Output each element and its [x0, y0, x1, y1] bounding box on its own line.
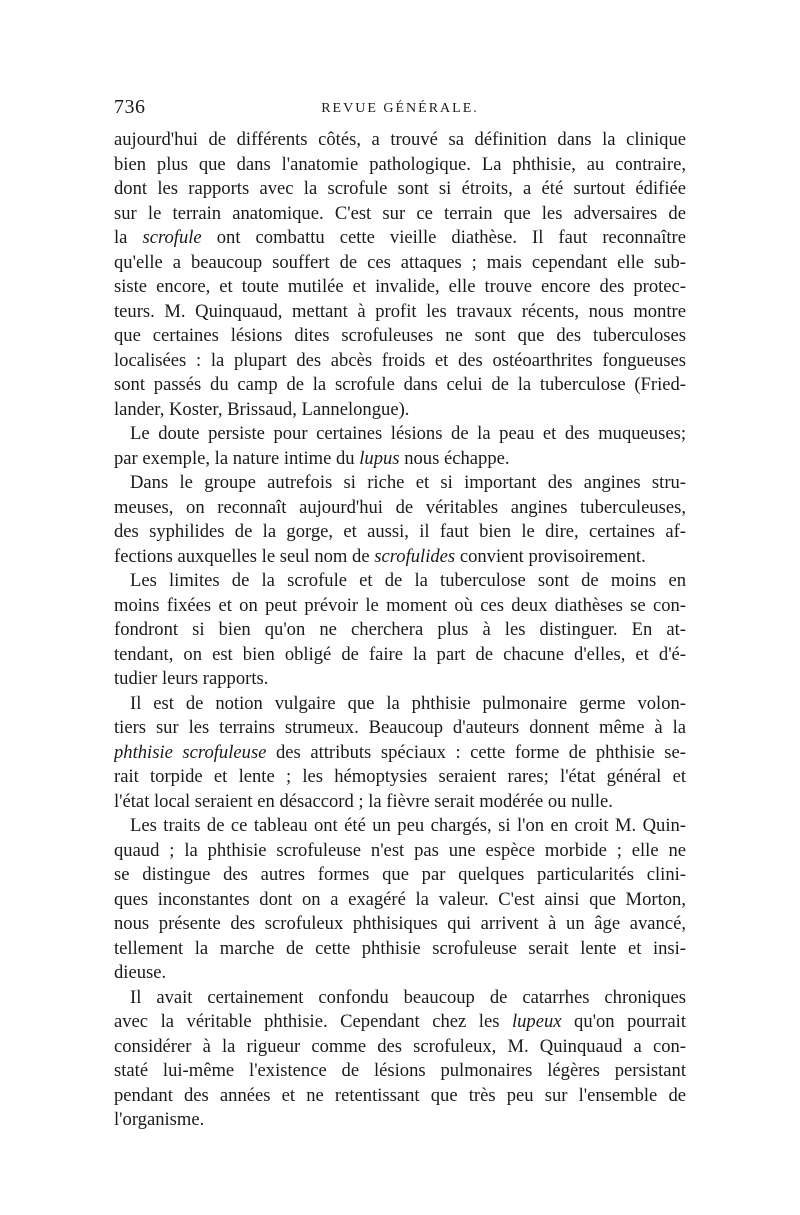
text-line: localisées : la plupart des abcès froids et des ostéoarthrites fongueuses: [114, 349, 686, 371]
text-line: la scrofule ont combattu cette vieille diathèse. Il faut reconnaître: [114, 227, 686, 248]
text-line: lander, Koster, Brissaud, Lannelongue).: [114, 398, 410, 420]
text-line: tudier leurs rapports.: [114, 668, 269, 689]
page-number: 736: [114, 96, 146, 118]
text-line: ques inconstantes dont on a exagéré la valeur. C'est ainsi que Morton,: [114, 888, 686, 910]
text-line: avec la véritable phthisie. Cependant chez les lupeux qu'on pourrait: [114, 1011, 686, 1032]
text-line: considérer à la rigueur comme des scrofuleux, M. Quinquaud a con-: [114, 1035, 686, 1057]
text-line: pendant des années et ne retentissant que très peu sur l'ensemble de: [114, 1084, 686, 1106]
text-line: phthisie scrofuleuse des attributs spéciaux : cette forme de phthisie se-: [114, 741, 686, 763]
paragraph-1: [114, 128, 686, 422]
text-line: Il avait certainement confondu beaucoup de catarrhes chroniques: [130, 986, 686, 1008]
text-line: meuses, on reconnaît aujourd'hui de véritables angines tuberculeuses,: [114, 496, 686, 518]
text-line: bien plus que dans l'anatomie pathologique. La phthisie, au contraire,: [114, 153, 686, 175]
text-line: Le doute persiste pour certaines lésions de la peau et des muqueuses;: [130, 423, 686, 444]
text-line: teurs. M. Quinquaud, mettant à profit les travaux récents, nous montre: [114, 300, 686, 322]
book-page: [114, 96, 686, 1133]
text-line: tendant, on est bien obligé de faire la part de chacune d'elles, et d'é-: [114, 643, 686, 665]
text-line: tellement la marche de cette phthisie scrofuleuse serait lente et insi-: [114, 937, 686, 959]
text-line: que certaines lésions dites scrofuleuses ne sont que des tuberculoses: [114, 325, 686, 346]
text-line: rait torpide et lente ; les hémoptysies seraient rares; l'état général et: [114, 766, 686, 787]
text-line: staté lui-même l'existence de lésions pulmonaires légères persistant: [114, 1060, 686, 1081]
paragraph-5: [114, 692, 686, 815]
text-line: fondront si bien qu'on ne cherchera plus à les distinguer. En at-: [114, 619, 686, 640]
text-line: dont les rapports avec la scrofule sont si étroits, a été surtout édifiée: [114, 178, 686, 199]
running-title: REVUE GÉNÉRALE.: [321, 101, 479, 116]
text-line: Les traits de ce tableau ont été un peu chargés, si l'on en croit M. Quin-: [130, 815, 686, 836]
text-line: Il est de notion vulgaire que la phthisie pulmonaire germe volon-: [130, 692, 686, 714]
text-line: l'organisme.: [114, 1109, 205, 1130]
text-line: Les limites de la scrofule et de la tuberculose sont de moins en: [130, 570, 686, 591]
text-line: sont passés du camp de la scrofule dans celui de la tuberculose (Fried-: [114, 374, 686, 395]
text-line: Dans le groupe autrefois si riche et si important des angines stru-: [130, 472, 686, 493]
text-line: moins fixées et on peut prévoir le moment où ces deux diathèses se con-: [114, 594, 686, 616]
paragraph-4: [114, 569, 686, 692]
paragraph-2: [114, 422, 686, 471]
text-line: des syphilides de la gorge, et aussi, il faut bien le dire, certaines af-: [114, 521, 686, 542]
text-line: par exemple, la nature intime du lupus nous échappe.: [114, 447, 510, 469]
text-line: sur le terrain anatomique. C'est sur ce terrain que les adversaires de: [114, 202, 686, 224]
text-line: nous présente des scrofuleux phthisiques qui arrivent à un âge avancé,: [114, 913, 686, 934]
text-line: aujourd'hui de différents côtés, a trouvé sa définition dans la clinique: [114, 129, 686, 150]
text-line: se distingue des autres formes que par quelques particularités clini-: [114, 864, 686, 885]
paragraph-6: [114, 814, 686, 986]
text-line: siste encore, et toute mutilée et invalide, elle trouve encore des protec-: [114, 276, 686, 297]
text-line: l'état local seraient en désaccord ; la fièvre serait modérée ou nulle.: [114, 790, 613, 812]
running-head: [114, 96, 686, 126]
text-line: quaud ; la phthisie scrofuleuse n'est pas une espèce morbide ; elle ne: [114, 839, 686, 861]
paragraph-7: [114, 986, 686, 1133]
text-line: qu'elle a beaucoup souffert de ces attaques ; mais cependant elle sub-: [114, 251, 686, 273]
text-line: tiers sur les terrains strumeux. Beaucoup d'auteurs donnent même à la: [114, 717, 686, 738]
paragraph-3: [114, 471, 686, 569]
text-line: fections auxquelles le seul nom de scrofulides convient provisoirement.: [114, 545, 646, 567]
text-line: dieuse.: [114, 962, 167, 983]
